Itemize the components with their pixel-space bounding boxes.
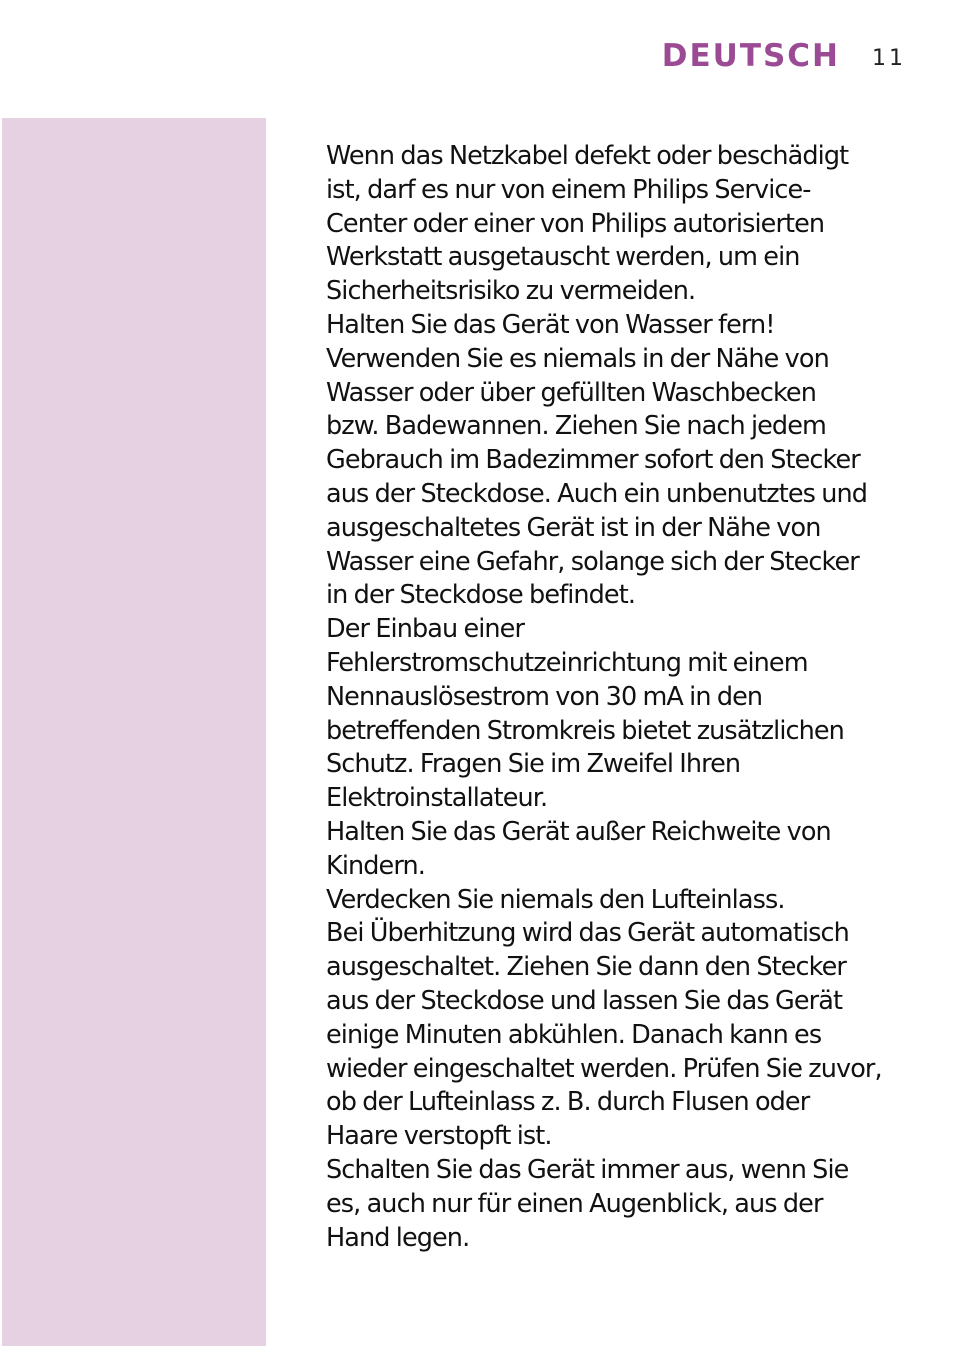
text-line: Halten Sie das Gerät von Wasser fern! <box>326 309 775 340</box>
text-line: in der Steckdose befindet. <box>326 580 636 611</box>
text-line: Verdecken Sie niemals den Lufteinlass. <box>326 884 785 915</box>
text-line: Schalten Sie das Gerät immer aus, wenn Sie <box>326 1154 849 1185</box>
text-line: einige Minuten abkühlen. Danach kann es <box>326 1019 822 1050</box>
text-line: betreffenden Stromkreis bietet zusätzlichen <box>326 715 844 746</box>
text-line: Wasser oder über gefüllten Waschbecken <box>326 377 816 408</box>
text-line: Werkstatt ausgetauscht werden, um ein <box>326 242 800 273</box>
text-line: Nennauslösestrom von 30 mA in den <box>326 681 763 712</box>
text-line: ob der Lufteinlass z. B. durch Flusen oder <box>326 1087 810 1118</box>
text-line: aus der Steckdose. Auch ein unbenutztes und <box>326 478 868 509</box>
safety-instructions-text <box>326 140 906 1255</box>
text-line: Verwenden Sie es niemals in der Nähe von <box>326 343 829 374</box>
text-line: Halten Sie das Gerät außer Reichweite von <box>326 816 831 847</box>
text-line: Schutz. Fragen Sie im Zweifel Ihren <box>326 749 741 780</box>
text-line: Bei Überhitzung wird das Gerät automatisch <box>326 918 849 949</box>
text-line: ausgeschaltetes Gerät ist in der Nähe von <box>326 512 821 543</box>
text-line: Haare verstopft ist. <box>326 1121 552 1152</box>
text-line: wieder eingeschaltet werden. Prüfen Sie zuvor, <box>326 1053 882 1084</box>
text-line: Kindern. <box>326 850 425 881</box>
text-line: Sicherheitsrisiko zu vermeiden. <box>326 276 696 307</box>
text-line: Wasser eine Gefahr, solange sich der Stecker <box>326 546 859 577</box>
text-line: Hand legen. <box>326 1222 470 1253</box>
text-line: Center oder einer von Philips autorisierten <box>326 208 825 239</box>
page-number: 11 <box>872 46 906 71</box>
text-line: Fehlerstromschutzeinrichtung mit einem <box>326 647 808 678</box>
text-line: Elektroinstallateur. <box>326 783 548 814</box>
text-line: Gebrauch im Badezimmer sofort den Stecker <box>326 445 860 476</box>
text-line: bzw. Badewannen. Ziehen Sie nach jedem <box>326 411 826 442</box>
text-line: Wenn das Netzkabel defekt oder beschädigt <box>326 141 849 171</box>
text-line: ausgeschaltet. Ziehen Sie dann den Stecker <box>326 952 846 983</box>
left-color-panel <box>2 118 266 1346</box>
text-line: ist, darf es nur von einem Philips Service- <box>326 174 811 205</box>
language-heading: DEUTSCH <box>661 38 840 74</box>
text-line: aus der Steckdose und lassen Sie das Gerät <box>326 985 843 1016</box>
text-line: es, auch nur für einen Augenblick, aus der <box>326 1188 823 1219</box>
text-line: Der Einbau einer <box>326 614 525 645</box>
